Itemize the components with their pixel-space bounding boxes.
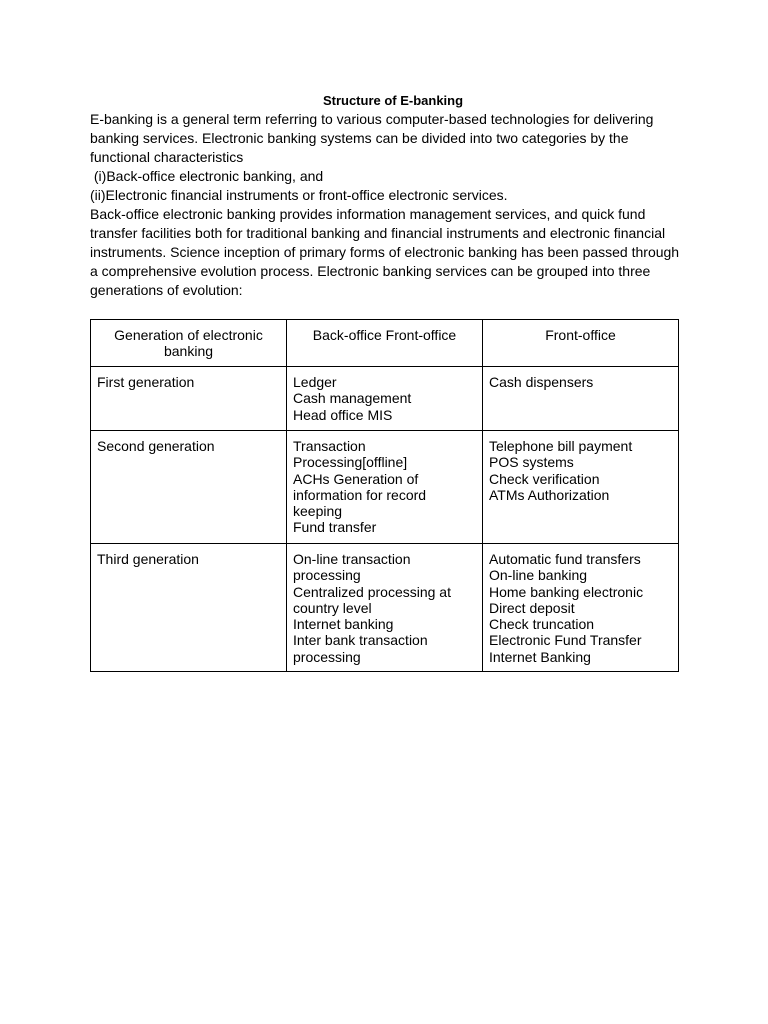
front-office-item: POS systems	[489, 454, 574, 471]
back-office-item: On-line transaction processing	[293, 551, 411, 584]
back-office-item: ACHs Generation of information for record keeping	[293, 470, 427, 520]
back-office-item: Fund transfer	[293, 519, 377, 536]
generation-cell: Third generation	[91, 544, 287, 672]
paragraph-line: generations of evolution:	[90, 282, 243, 298]
table-header-row	[91, 320, 679, 367]
front-office-item: Internet Banking	[489, 648, 591, 665]
front-office-item: Automatic fund transfers	[489, 551, 641, 567]
paragraph-line: (ii)Electronic financial instruments or front-office electronic services.	[90, 187, 508, 203]
back-office-cell	[287, 367, 483, 431]
back-office-cell	[287, 431, 483, 544]
header-back-office: Back-office Front-office	[287, 320, 483, 367]
front-office-item: Cash dispensers	[489, 374, 594, 390]
paragraph-line: Back-office electronic banking provides information management services, and quick fund	[90, 206, 646, 222]
front-office-cell	[483, 544, 679, 672]
table-row	[91, 367, 679, 431]
header-front-office: Front-office	[483, 320, 679, 367]
back-office-cell	[287, 544, 483, 672]
front-office-item: Check verification	[489, 470, 600, 487]
front-office-cell	[483, 431, 679, 544]
paragraph-line: E-banking is a general term referring to various computer-based technologies for delivering	[90, 111, 654, 127]
paragraph-line: transfer facilities both for traditional banking and financial instruments and electronic financial	[90, 225, 666, 241]
back-office-item: Inter bank transaction processing	[293, 632, 428, 665]
back-office-item: Head office MIS	[293, 406, 393, 423]
generation-cell: First generation	[91, 367, 287, 431]
paragraph-line: a comprehensive evolution process. Electronic banking services can be grouped into three	[90, 263, 651, 279]
table-row	[91, 431, 679, 544]
paragraph-line: functional characteristics	[90, 149, 244, 165]
front-office-item: Telephone bill payment	[489, 438, 633, 454]
paragraph-line: (i)Back-office electronic banking, and	[90, 168, 324, 184]
back-office-item: Cash management	[293, 390, 412, 407]
front-office-item: Check truncation	[489, 616, 595, 633]
front-office-item: ATMs Authorization	[489, 486, 610, 503]
back-office-item: Internet banking	[293, 616, 394, 633]
document-page	[90, 92, 690, 300]
paragraph-line: banking services. Electronic banking systems can be divided into two categories by the	[90, 130, 629, 146]
back-office-item: Ledger	[293, 374, 337, 390]
back-office-item: Centralized processing at country level	[293, 583, 451, 616]
front-office-item: Electronic Fund Transfer	[489, 632, 642, 649]
front-office-item: On-line banking	[489, 567, 588, 584]
front-office-cell	[483, 367, 679, 431]
front-office-item: Home banking electronic	[489, 583, 644, 600]
front-office-item: Direct deposit	[489, 599, 575, 616]
intro-paragraph	[90, 110, 690, 300]
generation-cell: Second generation	[91, 431, 287, 544]
generations-table	[90, 319, 679, 672]
document-title: Structure of E-banking	[322, 93, 464, 108]
header-generation: Generation of electronic banking	[91, 320, 287, 367]
paragraph-line: instruments. Science inception of primary forms of electronic banking has been passed through	[90, 244, 680, 260]
back-office-item: Transaction Processing[offline]	[293, 438, 408, 471]
table-row	[91, 544, 679, 672]
